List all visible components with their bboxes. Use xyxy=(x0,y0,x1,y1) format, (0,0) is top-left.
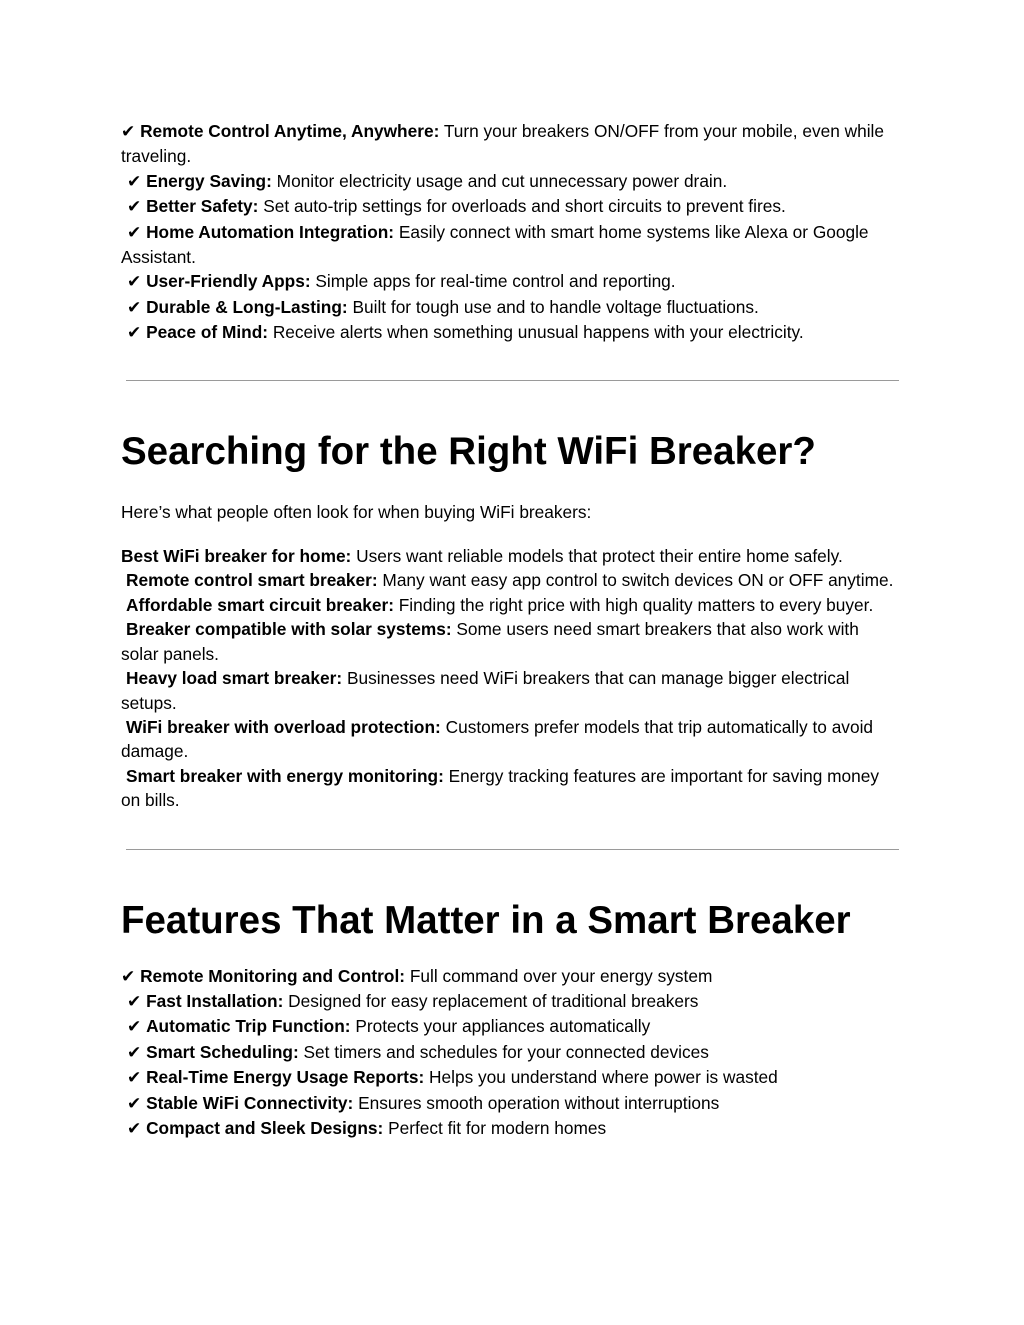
list-item xyxy=(121,764,901,813)
item-label: Breaker compatible with solar systems: xyxy=(126,619,452,640)
item-label: Compact and Sleek Designs: xyxy=(146,1117,384,1138)
item-text: Set auto-trip settings for overloads and short circuits to prevent fires. xyxy=(258,196,786,217)
list-item xyxy=(121,1040,901,1065)
item-text: Simple apps for real-time control and reporting. xyxy=(310,271,676,292)
item-label: User-Friendly Apps: xyxy=(146,271,311,292)
checkmark-icon: ✔ xyxy=(127,272,142,293)
checkmark-icon: ✔ xyxy=(127,297,142,318)
item-label: Energy Saving: xyxy=(146,170,272,191)
checkmark-icon: ✔ xyxy=(127,197,142,218)
list-item xyxy=(121,715,901,764)
checkmark-icon: ✔ xyxy=(121,966,136,987)
list-item xyxy=(121,269,901,294)
checkmark-icon: ✔ xyxy=(127,1017,142,1038)
list-item xyxy=(121,220,901,270)
item-text: Protects your appliances automatically xyxy=(350,1016,651,1037)
item-label: Durable & Long-Lasting: xyxy=(146,296,348,317)
item-text: Receive alerts when something unusual happens with your electricity. xyxy=(268,322,804,343)
item-text: Some users need smart breakers that also work with solar panels. xyxy=(121,619,859,664)
list-item xyxy=(121,964,901,989)
item-label: Stable WiFi Connectivity: xyxy=(146,1092,354,1113)
checkmark-icon: ✔ xyxy=(127,171,142,192)
item-label: Home Automation Integration: xyxy=(146,221,395,242)
list-item xyxy=(121,1014,901,1039)
item-text: Monitor electricity usage and cut unnecessary power drain. xyxy=(271,170,728,191)
list-item xyxy=(121,169,901,194)
item-text: Perfect fit for modern homes xyxy=(383,1117,607,1138)
checkmark-icon: ✔ xyxy=(127,1042,142,1063)
checkmark-icon: ✔ xyxy=(127,1093,142,1114)
checkmark-icon: ✔ xyxy=(121,122,136,142)
list-item xyxy=(121,194,901,219)
checkmark-icon: ✔ xyxy=(127,1118,142,1139)
item-label: Smart Scheduling: xyxy=(146,1041,299,1062)
item-text: Energy tracking features are important for saving money on bills. xyxy=(121,765,879,811)
item-label: Automatic Trip Function: xyxy=(146,1016,351,1037)
checkmark-icon: ✔ xyxy=(127,323,142,344)
item-label: Remote Monitoring and Control: xyxy=(140,965,406,986)
item-label: Remote Control Anytime, Anywhere: xyxy=(140,121,440,141)
list-item xyxy=(121,593,901,617)
item-text: Many want easy app control to switch devices ON or OFF anytime. xyxy=(377,570,894,591)
list-item xyxy=(121,320,901,345)
section-intro: Here’s what people often look for when buying WiFi breakers: xyxy=(121,501,592,522)
benefits-list xyxy=(121,119,901,346)
checkmark-icon: ✔ xyxy=(127,1068,142,1089)
item-label: Heavy load smart breaker: xyxy=(126,668,343,689)
item-text: Helps you understand where power is wasted xyxy=(424,1067,778,1088)
section-heading: Features That Matter in a Smart Breaker xyxy=(121,898,851,942)
item-text: Designed for easy replacement of traditional breakers xyxy=(283,990,699,1011)
item-text: Finding the right price with high quality matters to every buyer. xyxy=(393,594,874,615)
checkmark-icon: ✔ xyxy=(127,991,142,1012)
item-label: Real-Time Energy Usage Reports: xyxy=(146,1067,425,1088)
section-heading: Searching for the Right WiFi Breaker? xyxy=(121,429,816,473)
checkmark-icon: ✔ xyxy=(127,222,142,243)
item-text: Turn your breakers ON/OFF from your mobile, even while traveling. xyxy=(121,121,884,167)
item-text: Built for tough use and to handle voltage fluctuations. xyxy=(347,296,759,317)
item-label: Affordable smart circuit breaker: xyxy=(126,594,394,615)
item-label: Fast Installation: xyxy=(146,990,284,1011)
item-text: Users want reliable models that protect their entire home safely. xyxy=(351,546,843,567)
item-text: Businesses need WiFi breakers that can manage bigger electrical setups. xyxy=(121,668,850,713)
item-text: Customers prefer models that trip automatically to avoid damage. xyxy=(121,716,874,762)
list-item xyxy=(121,666,901,715)
list-item xyxy=(121,617,901,666)
item-label: WiFi breaker with overload protection: xyxy=(126,716,441,737)
search-criteria-list xyxy=(121,544,901,812)
list-item xyxy=(121,295,901,320)
document-page xyxy=(121,119,901,1141)
item-label: Remote control smart breaker: xyxy=(126,570,378,591)
item-text: Ensures smooth operation without interruptions xyxy=(353,1092,720,1113)
list-item xyxy=(121,989,901,1014)
item-label: Better Safety: xyxy=(146,196,259,217)
item-text: Set timers and schedules for your connected devices xyxy=(298,1041,709,1062)
item-text: Easily connect with smart home systems like Alexa or Google Assistant. xyxy=(121,221,869,268)
item-label: Peace of Mind: xyxy=(146,322,269,343)
section-divider xyxy=(126,849,899,850)
list-item xyxy=(121,568,901,592)
list-item xyxy=(121,1091,901,1116)
item-label: Smart breaker with energy monitoring: xyxy=(126,765,444,786)
list-item xyxy=(121,544,901,568)
item-label: Best WiFi breaker for home: xyxy=(121,546,352,567)
section-divider xyxy=(126,380,899,381)
item-text: Full command over your energy system xyxy=(405,965,713,986)
features-list xyxy=(121,964,901,1142)
list-item xyxy=(121,1065,901,1090)
list-item xyxy=(121,1116,901,1141)
list-item xyxy=(121,119,901,169)
